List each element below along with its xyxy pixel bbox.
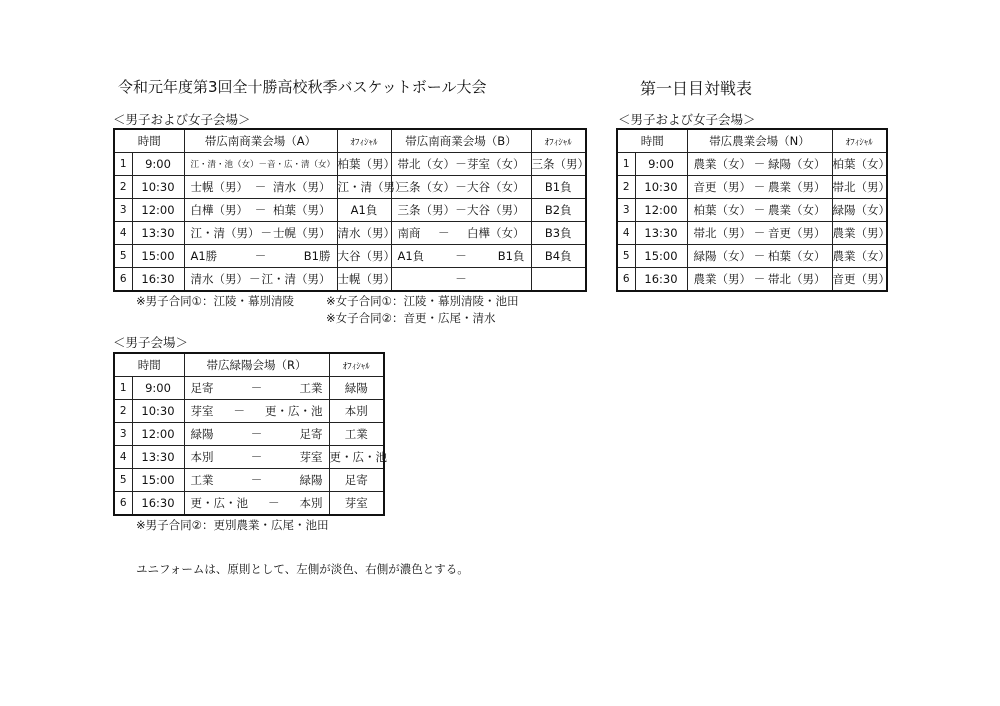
matchup bbox=[187, 225, 335, 241]
home-team: 柏葉（女） bbox=[693, 203, 751, 217]
table-row bbox=[114, 268, 586, 292]
away-team: 大谷（男） bbox=[467, 203, 525, 217]
matchup bbox=[187, 426, 327, 442]
match-time: 12:00 bbox=[132, 199, 184, 222]
table-row bbox=[114, 222, 586, 245]
table-row bbox=[114, 423, 384, 446]
schedule-table-nannsho bbox=[113, 128, 587, 292]
vs-dash: － bbox=[260, 226, 272, 240]
away-team: 芽室 bbox=[299, 450, 323, 464]
schedule-table-ryokuyou bbox=[113, 352, 385, 516]
row-number: 5 bbox=[114, 469, 132, 492]
matchup bbox=[187, 449, 327, 465]
match-cell bbox=[391, 199, 531, 222]
matchup bbox=[187, 271, 335, 287]
note-girls-joint-1: ※女子合同①：江陵・幕別清陵・池田 bbox=[326, 294, 519, 308]
matchup bbox=[394, 202, 529, 218]
vs-dash: － bbox=[250, 473, 263, 487]
home-team: 本別 bbox=[190, 450, 214, 464]
home-team: 白樺（男） bbox=[190, 203, 248, 217]
match-cell bbox=[184, 268, 337, 292]
match-time: 13:30 bbox=[132, 446, 184, 469]
match-cell bbox=[687, 245, 832, 268]
vs-dash: － bbox=[753, 272, 766, 286]
header-venue-r: 帯広緑陽会場（R） bbox=[184, 353, 329, 377]
matchup bbox=[187, 380, 327, 396]
table-row bbox=[114, 176, 586, 199]
vs-dash: － bbox=[438, 226, 450, 240]
row-number: 1 bbox=[617, 153, 635, 176]
home-team: A1負 bbox=[397, 249, 425, 263]
match-cell bbox=[184, 153, 337, 176]
home-team: 江・清・池（女） bbox=[190, 160, 259, 170]
table-row bbox=[617, 245, 887, 268]
table-row bbox=[114, 245, 586, 268]
row-number: 6 bbox=[114, 268, 132, 292]
vs-dash: － bbox=[249, 272, 261, 286]
table-header-row bbox=[114, 353, 384, 377]
away-team: 音・広・清（女） bbox=[267, 160, 336, 170]
table-row bbox=[617, 176, 887, 199]
match-time: 15:00 bbox=[132, 245, 184, 268]
official-n: 音更（男） bbox=[832, 268, 887, 292]
official-r: 更・広・池 bbox=[329, 446, 384, 469]
away-team: 士幌（男） bbox=[273, 226, 331, 240]
row-number: 2 bbox=[114, 400, 132, 423]
home-team: 音更（男） bbox=[693, 180, 751, 194]
match-time: 9:00 bbox=[132, 377, 184, 400]
match-cell bbox=[687, 268, 832, 292]
row-number: 3 bbox=[114, 423, 132, 446]
row-number: 6 bbox=[617, 268, 635, 292]
away-team: B1勝 bbox=[303, 249, 331, 263]
official-a: 江・清（男） bbox=[337, 176, 391, 199]
matchup bbox=[690, 271, 830, 287]
official-n: 帯北（男） bbox=[832, 176, 887, 199]
header-official-a: ｵﾌｨｼｬﾙ bbox=[337, 129, 391, 153]
matchup bbox=[187, 472, 327, 488]
vs-dash: － bbox=[753, 157, 766, 171]
header-venue-n: 帯広農業会場（N） bbox=[687, 129, 832, 153]
header-venue-b: 帯広南商業会場（B） bbox=[391, 129, 531, 153]
match-cell bbox=[391, 222, 531, 245]
vs-dash: － bbox=[254, 249, 267, 263]
match-cell bbox=[687, 222, 832, 245]
home-team: 緑陽（女） bbox=[693, 249, 751, 263]
home-team: 農業（女） bbox=[693, 157, 751, 171]
official-r: 足寄 bbox=[329, 469, 384, 492]
match-cell bbox=[184, 423, 329, 446]
official-n: 柏葉（女） bbox=[832, 153, 887, 176]
official-a: 大谷（男） bbox=[337, 245, 391, 268]
home-team: 足寄 bbox=[190, 381, 214, 395]
vs-dash: － bbox=[455, 157, 467, 171]
match-cell bbox=[184, 446, 329, 469]
official-a: A1負 bbox=[337, 199, 391, 222]
matchup bbox=[394, 248, 529, 264]
row-number: 5 bbox=[617, 245, 635, 268]
table-row bbox=[617, 222, 887, 245]
official-b: B1負 bbox=[531, 176, 586, 199]
match-time: 15:00 bbox=[635, 245, 687, 268]
section2-label: ＜男子および女子会場＞ bbox=[618, 112, 756, 127]
match-cell bbox=[687, 199, 832, 222]
table-row bbox=[114, 446, 384, 469]
match-time: 13:30 bbox=[132, 222, 184, 245]
match-time: 16:30 bbox=[132, 268, 184, 292]
official-a: 清水（男） bbox=[337, 222, 391, 245]
match-cell bbox=[184, 199, 337, 222]
vs-dash: － bbox=[250, 381, 263, 395]
document-title: 令和元年度第3回全十勝高校秋季バスケットボール大会 bbox=[118, 78, 487, 96]
note-boys-joint-1: ※男子合同①：江陵・幕別清陵 bbox=[136, 294, 294, 308]
official-r: 芽室 bbox=[329, 492, 384, 516]
vs-dash: － bbox=[455, 249, 467, 263]
table-row bbox=[114, 199, 586, 222]
section3-label: ＜男子会場＞ bbox=[113, 335, 189, 350]
table-row bbox=[114, 469, 384, 492]
row-number: 4 bbox=[114, 446, 132, 469]
uniform-note: ユニフォームは、原則として、左側が淡色、右側が濃色とする。 bbox=[136, 562, 469, 576]
away-team: 江・清（男） bbox=[261, 272, 331, 286]
vs-dash: － bbox=[233, 404, 245, 418]
table-row bbox=[114, 377, 384, 400]
header-time: 時間 bbox=[114, 353, 184, 377]
away-team: 帯北（男） bbox=[768, 272, 826, 286]
away-team: 芽室（女） bbox=[467, 157, 525, 171]
away-team: 大谷（女） bbox=[467, 180, 525, 194]
header-time: 時間 bbox=[114, 129, 184, 153]
vs-dash: － bbox=[753, 180, 766, 194]
table-row bbox=[114, 153, 586, 176]
note-girls-joint-2: ※女子合同②：音更・広尾・清水 bbox=[326, 311, 496, 325]
match-time: 9:00 bbox=[132, 153, 184, 176]
row-number: 5 bbox=[114, 245, 132, 268]
official-a: 士幌（男） bbox=[337, 268, 391, 292]
away-team: B1負 bbox=[497, 249, 525, 263]
vs-dash: － bbox=[268, 496, 280, 510]
match-cell bbox=[184, 222, 337, 245]
home-team: 緑陽 bbox=[190, 427, 214, 441]
away-team: 白樺（女） bbox=[467, 226, 525, 240]
away-team: 音更（男） bbox=[768, 226, 826, 240]
vs-dash: － bbox=[258, 160, 268, 170]
vs-dash: － bbox=[753, 249, 766, 263]
match-cell bbox=[391, 245, 531, 268]
row-number: 1 bbox=[114, 153, 132, 176]
day-title: 第一日目対戦表 bbox=[640, 79, 753, 98]
vs-dash: － bbox=[753, 203, 766, 217]
away-team: 緑陽 bbox=[299, 473, 323, 487]
match-time: 16:30 bbox=[635, 268, 687, 292]
table-row bbox=[617, 268, 887, 292]
away-team: 本別 bbox=[299, 496, 323, 510]
matchup bbox=[187, 403, 327, 419]
matchup bbox=[187, 179, 335, 195]
official-b: B2負 bbox=[531, 199, 586, 222]
match-time: 9:00 bbox=[635, 153, 687, 176]
away-team: 農業（女） bbox=[768, 203, 826, 217]
match-cell bbox=[391, 176, 531, 199]
match-cell bbox=[184, 492, 329, 516]
header-official-n: ｵﾌｨｼｬﾙ bbox=[832, 129, 887, 153]
home-team: 三条（男） bbox=[397, 203, 455, 217]
official-r: 緑陽 bbox=[329, 377, 384, 400]
row-number: 2 bbox=[114, 176, 132, 199]
home-team: 士幌（男） bbox=[190, 180, 248, 194]
matchup bbox=[394, 225, 529, 241]
table-row bbox=[114, 492, 384, 516]
match-cell bbox=[184, 400, 329, 423]
vs-dash: － bbox=[250, 450, 263, 464]
away-team: 農業（男） bbox=[768, 180, 826, 194]
match-cell bbox=[391, 268, 531, 292]
row-number: 4 bbox=[114, 222, 132, 245]
home-team: 江・清（男） bbox=[190, 226, 260, 240]
match-cell bbox=[184, 469, 329, 492]
match-time: 16:30 bbox=[132, 492, 184, 516]
home-team: 南商 bbox=[397, 226, 421, 240]
match-time: 15:00 bbox=[132, 469, 184, 492]
official-b: B3負 bbox=[531, 222, 586, 245]
home-team: 清水（男） bbox=[190, 272, 248, 286]
note-boys-joint-2: ※男子合同②：更別農業・広尾・池田 bbox=[136, 518, 329, 532]
home-team: A1勝 bbox=[190, 249, 218, 263]
row-number: 3 bbox=[114, 199, 132, 222]
official-b: B4負 bbox=[531, 245, 586, 268]
matchup bbox=[690, 225, 830, 241]
match-cell bbox=[184, 176, 337, 199]
away-team: 足寄 bbox=[299, 427, 323, 441]
away-team: 工業 bbox=[299, 381, 323, 395]
vs-dash: － bbox=[455, 180, 467, 194]
header-official-b: ｵﾌｨｼｬﾙ bbox=[531, 129, 586, 153]
vs-dash: － bbox=[753, 226, 766, 240]
match-cell bbox=[391, 153, 531, 176]
table-header-row bbox=[114, 129, 586, 153]
header-time: 時間 bbox=[617, 129, 687, 153]
row-number: 1 bbox=[114, 377, 132, 400]
header-venue-a: 帯広南商業会場（A） bbox=[184, 129, 337, 153]
match-cell bbox=[687, 153, 832, 176]
official-b bbox=[531, 268, 586, 292]
header-official-r: ｵﾌｨｼｬﾙ bbox=[329, 353, 384, 377]
row-number: 2 bbox=[617, 176, 635, 199]
matchup bbox=[690, 156, 830, 172]
home-team: 三条（女） bbox=[397, 180, 455, 194]
match-cell bbox=[184, 377, 329, 400]
table-row bbox=[617, 199, 887, 222]
match-time: 12:00 bbox=[132, 423, 184, 446]
official-n: 緑陽（女） bbox=[832, 199, 887, 222]
matchup bbox=[187, 202, 335, 218]
home-team: 工業 bbox=[190, 473, 214, 487]
away-team: 柏葉（女） bbox=[768, 249, 826, 263]
vs-dash: － bbox=[254, 203, 267, 217]
match-time: 10:30 bbox=[132, 400, 184, 423]
match-time: 13:30 bbox=[635, 222, 687, 245]
matchup bbox=[187, 248, 335, 264]
home-team: 帯北（男） bbox=[693, 226, 751, 240]
matchup bbox=[187, 495, 327, 511]
table-row bbox=[617, 153, 887, 176]
home-team: 帯北（女） bbox=[397, 157, 455, 171]
official-b: 三条（男） bbox=[531, 153, 586, 176]
match-cell bbox=[687, 176, 832, 199]
matchup bbox=[187, 158, 335, 170]
matchup bbox=[690, 248, 830, 264]
schedule-table-nougyou bbox=[616, 128, 888, 292]
matchup bbox=[690, 179, 830, 195]
official-n: 農業（男） bbox=[832, 222, 887, 245]
vs-dash: － bbox=[250, 427, 263, 441]
matchup bbox=[394, 179, 529, 195]
table-header-row bbox=[617, 129, 887, 153]
section1-label: ＜男子および女子会場＞ bbox=[113, 112, 251, 127]
vs-dash: － bbox=[254, 180, 267, 194]
table-row bbox=[114, 400, 384, 423]
away-team: 更・広・池 bbox=[265, 404, 323, 418]
row-number: 4 bbox=[617, 222, 635, 245]
matchup bbox=[690, 202, 830, 218]
official-r: 本別 bbox=[329, 400, 384, 423]
row-number: 3 bbox=[617, 199, 635, 222]
vs-dash: － bbox=[455, 203, 467, 217]
away-team: 柏葉（男） bbox=[273, 203, 331, 217]
match-time: 10:30 bbox=[635, 176, 687, 199]
matchup bbox=[394, 156, 529, 172]
away-team: 緑陽（女） bbox=[768, 157, 826, 171]
match-time: 12:00 bbox=[635, 199, 687, 222]
row-number: 6 bbox=[114, 492, 132, 516]
match-time: 10:30 bbox=[132, 176, 184, 199]
vs-dash: － bbox=[455, 272, 467, 286]
official-n: 農業（女） bbox=[832, 245, 887, 268]
official-a: 柏葉（男） bbox=[337, 153, 391, 176]
home-team: 農業（男） bbox=[693, 272, 751, 286]
home-team: 更・広・池 bbox=[190, 496, 248, 510]
official-r: 工業 bbox=[329, 423, 384, 446]
away-team: 清水（男） bbox=[273, 180, 331, 194]
home-team: 芽室 bbox=[190, 404, 214, 418]
match-cell bbox=[184, 245, 337, 268]
